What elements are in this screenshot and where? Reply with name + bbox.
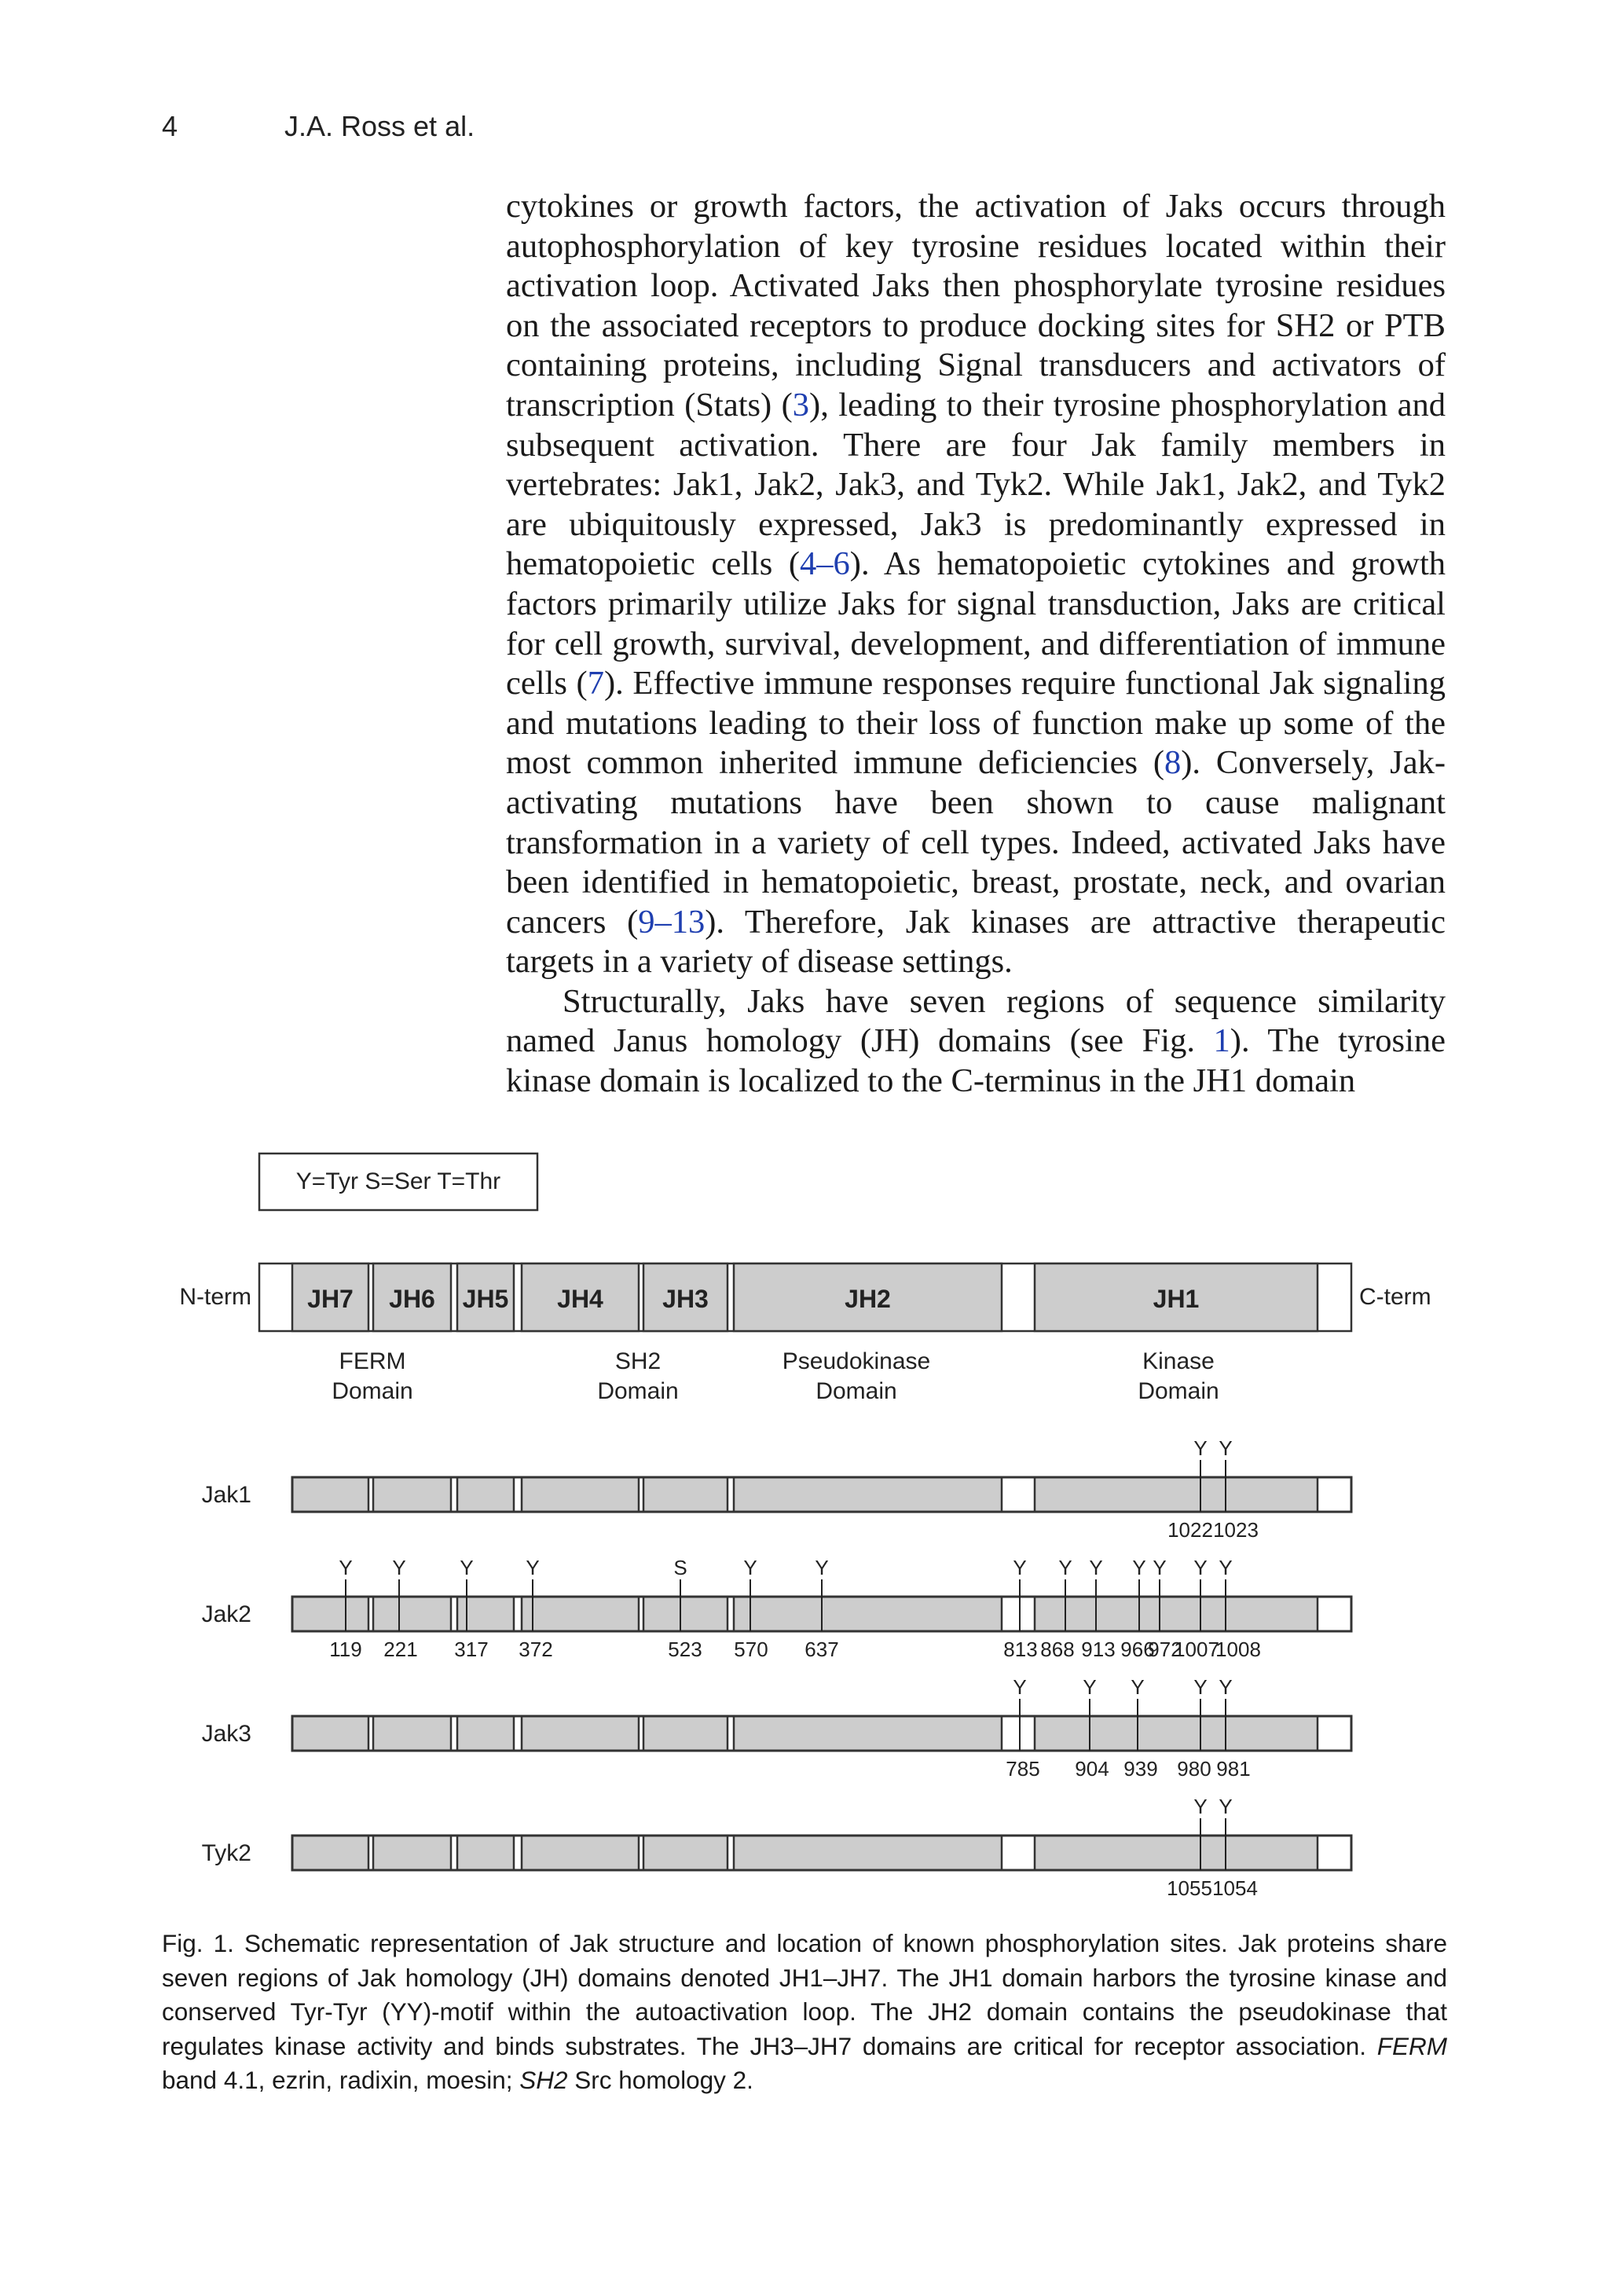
protein-domain-segment: [734, 1836, 1002, 1870]
phospho-residue-label: Y: [815, 1556, 829, 1579]
protein-domain-segment: [292, 1716, 368, 1751]
protein-domain-segment: [373, 1716, 451, 1751]
phospho-position-label: 980: [1177, 1757, 1211, 1781]
phospho-position-label: 1022: [1167, 1518, 1213, 1542]
text-run: ). Conversely, Jak-activating mutations have been shown to cause malignant transformation in a variety of cell types. Indeed, activated Jaks have been identified in hematopoietic, breast, prostate, neck, and ovarian cancers (: [506, 744, 1446, 941]
domain-group-label: Domain: [332, 1378, 413, 1404]
domain-label: JH7: [307, 1285, 354, 1313]
phospho-position-label: 813: [1003, 1638, 1038, 1661]
caption-abbr-ferm-def: band 4.1, ezrin, radixin, moesin;: [162, 2066, 520, 2094]
phospho-position-label: 939: [1123, 1757, 1158, 1781]
text-run: ). Effective immune responses require functional Jak signaling and mutations leading to their loss of function make up some of the most common inherited immune deficiencies (: [506, 665, 1446, 782]
caption-abbr-sh2: SH2: [519, 2066, 568, 2094]
protein-domain-segment: [522, 1716, 639, 1751]
protein-domain-segment: [734, 1716, 1002, 1751]
phospho-position-label: 1008: [1215, 1638, 1261, 1661]
text-run: Structurally, Jaks have seven regions of sequence similarity named Janus homology (JH) domains (see Fig.: [506, 982, 1446, 1060]
phospho-residue-label: Y: [1058, 1556, 1072, 1579]
protein-name: Jak1: [201, 1482, 251, 1508]
protein-domain-segment: [734, 1477, 1002, 1512]
protein-domain-segment: [1035, 1477, 1318, 1512]
protein-domain-segment: [522, 1597, 639, 1631]
domain-group-label: Domain: [597, 1378, 679, 1404]
figure-caption: [162, 1927, 1447, 2098]
phospho-position-label: 868: [1040, 1638, 1075, 1661]
text-run: cytokines or growth factors, the activation of Jaks occurs through autophosphorylation of key tyrosine residues located within their activation loop. Activated Jaks then phosphorylate tyrosine residues on the associated receptors to produce docking sites for SH2 or PTB containing proteins, including Signal transducers and activators of transcription (Stats) (: [506, 188, 1446, 424]
protein-domain-segment: [643, 1477, 728, 1512]
phospho-position-label: 637: [804, 1638, 839, 1661]
protein-domain-segment: [292, 1836, 368, 1870]
running-head-authors: J.A. Ross et al.: [284, 110, 475, 142]
protein-domain-segment: [1035, 1836, 1318, 1870]
citation-link[interactable]: 1: [1213, 1022, 1230, 1060]
citation-link[interactable]: 8: [1164, 744, 1182, 782]
protein-domain-segment: [522, 1836, 639, 1870]
phospho-residue-label: Y: [1193, 1436, 1208, 1460]
protein-domain-segment: [373, 1597, 451, 1631]
protein-domain-segment: [1035, 1716, 1318, 1751]
paragraph-2: [506, 982, 1446, 1102]
domain-group-label: Pseudokinase: [782, 1348, 931, 1374]
domain-label: JH2: [845, 1285, 891, 1313]
phospho-position-label: 317: [454, 1638, 489, 1661]
phospho-residue-label: Y: [1132, 1556, 1146, 1579]
phospho-residue-label: Y: [1219, 1675, 1233, 1699]
protein-name: Jak2: [201, 1601, 251, 1627]
phospho-residue-label: Y: [1089, 1556, 1103, 1579]
phospho-residue-label: Y: [1193, 1556, 1208, 1579]
phospho-position-label: 372: [519, 1638, 553, 1661]
caption-abbr-sh2-def: Src homology 2.: [567, 2066, 753, 2094]
body-text: [506, 187, 1446, 1102]
phospho-residue-label: Y: [1219, 1436, 1233, 1460]
domain-group-label: Domain: [1138, 1378, 1219, 1404]
citation-link[interactable]: 7: [587, 665, 604, 702]
phospho-position-label: 119: [329, 1638, 362, 1661]
phospho-position-label: 913: [1081, 1638, 1116, 1661]
phospho-position-label: 981: [1216, 1757, 1251, 1781]
protein-name: Jak3: [201, 1721, 251, 1747]
domain-label: JH1: [1153, 1285, 1200, 1313]
phospho-residue-label: Y: [1013, 1556, 1027, 1579]
text-run: ). The tyrosine kinase domain is localized to the C-terminus in the JH1 domain: [506, 1022, 1446, 1100]
phospho-residue-label: Y: [1219, 1795, 1233, 1818]
jak-structure-diagram: [0, 1131, 1609, 1909]
domain-label: JH3: [662, 1285, 709, 1313]
domain-label: JH6: [389, 1285, 435, 1313]
text-run: ). As hematopoietic cytokines and growth factors primarily utilize Jaks for signal transduction, Jaks are critical for cell growth, survival, development, and differentiation of immune cells (: [506, 545, 1446, 702]
protein-domain-segment: [643, 1836, 728, 1870]
protein-name: Tyk2: [201, 1840, 251, 1866]
phospho-position-label: 972: [1148, 1638, 1182, 1661]
protein-domain-segment: [292, 1597, 368, 1631]
protein-domain-segment: [292, 1477, 368, 1512]
phospho-residue-label: S: [673, 1556, 687, 1579]
protein-domain-segment: [643, 1716, 728, 1751]
protein-domain-segment: [522, 1477, 639, 1512]
domain-group-label: SH2: [614, 1348, 662, 1374]
n-term-label: N-term: [179, 1284, 251, 1310]
protein-domain-segment: [457, 1716, 514, 1751]
phospho-residue-label: Y: [1013, 1675, 1027, 1699]
domain-group-label: Kinase: [1142, 1348, 1215, 1374]
text-run: ), leading to their tyrosine phosphorylation and subsequent activation. There are four Jak family members in vertebrates: Jak1, Jak2, Jak3, and Tyk2. While Jak1, Jak2, and Tyk2 are ubiquitously expressed, Jak3 is predominantly expressed in hematopoietic cells (: [506, 386, 1446, 583]
domain-label: JH5: [462, 1285, 509, 1313]
phospho-position-label: 904: [1075, 1757, 1109, 1781]
phospho-residue-label: Y: [1193, 1675, 1208, 1699]
phospho-residue-label: Y: [1131, 1675, 1145, 1699]
phospho-position-label: 221: [383, 1638, 418, 1661]
phospho-position-label: 570: [734, 1638, 768, 1661]
caption-text: Fig. 1. Schematic representation of Jak structure and location of known phosphorylation sites. Jak proteins share seven regions of Jak homology (JH) domains denoted JH1–JH7. The JH1 domain harbors the tyrosine kinase and conserved Tyr-Tyr (YY)-motif within the autoactivation loop. The JH2 domain contains the pseudokinase that regulates kinase activity and binds substrates. The JH3–JH7 domains are critical for receptor association.: [162, 1929, 1447, 2060]
phospho-position-label: 1007: [1174, 1638, 1219, 1661]
phospho-residue-label: Y: [526, 1556, 540, 1579]
phospho-residue-label: Y: [743, 1556, 757, 1579]
c-term-label: C-term: [1359, 1284, 1431, 1310]
phospho-residue-label: Y: [460, 1556, 474, 1579]
citation-link[interactable]: 4–6: [800, 545, 850, 583]
protein-domain-segment: [643, 1597, 728, 1631]
phospho-position-label: 966: [1120, 1638, 1155, 1661]
protein-domain-segment: [373, 1477, 451, 1512]
phospho-residue-label: Y: [1083, 1675, 1097, 1699]
domain-label: JH4: [557, 1285, 603, 1313]
protein-domain-segment: [457, 1597, 514, 1631]
protein-domain-segment: [734, 1597, 1002, 1631]
page-number: 4: [162, 110, 178, 142]
phospho-residue-label: Y: [1219, 1556, 1233, 1579]
phospho-position-label: 1055: [1167, 1876, 1212, 1900]
domain-group-label: Domain: [815, 1378, 897, 1404]
legend-text: Y=Tyr S=Ser T=Thr: [295, 1168, 501, 1194]
protein-domain-segment: [457, 1836, 514, 1870]
text-run: ). Therefore, Jak kinases are attractive therapeutic targets in a variety of disease settings.: [506, 903, 1446, 981]
protein-domain-segment: [373, 1836, 451, 1870]
phospho-position-label: 1054: [1212, 1876, 1258, 1900]
domain-group-label: FERM: [339, 1348, 406, 1374]
paragraph-1: [506, 187, 1446, 982]
phospho-position-label: 1023: [1213, 1518, 1259, 1542]
phospho-residue-label: Y: [1193, 1795, 1208, 1818]
caption-abbr-ferm: FERM: [1376, 2031, 1447, 2060]
protein-domain-segment: [457, 1477, 514, 1512]
citation-link[interactable]: 3: [792, 386, 810, 424]
phospho-position-label: 523: [668, 1638, 702, 1661]
protein-domain-segment: [1035, 1597, 1318, 1631]
phospho-residue-label: Y: [1153, 1556, 1167, 1579]
phospho-position-label: 785: [1006, 1757, 1040, 1781]
figure-1: [0, 1131, 1609, 1909]
phospho-residue-label: Y: [339, 1556, 353, 1579]
phospho-residue-label: Y: [392, 1556, 406, 1579]
citation-link[interactable]: 9–13: [638, 903, 706, 941]
